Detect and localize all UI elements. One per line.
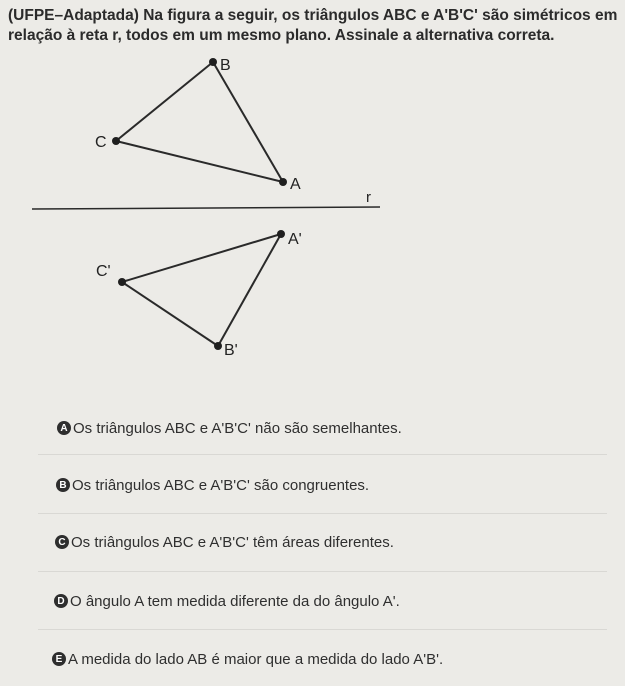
label-a: A	[290, 176, 301, 193]
option-a[interactable]	[0, 407, 625, 449]
point-a-prime	[277, 230, 285, 238]
side-bc	[116, 62, 213, 141]
point-b	[209, 58, 217, 66]
question-text: (UFPE–Adaptada) Na figura a seguir, os triângulos ABC e A'B'C' são simétricos em relação à reta r, todos em um mesmo plano. Assinale a alternativa correta.	[8, 7, 618, 44]
point-a	[279, 178, 287, 186]
option-a-badge: A	[57, 421, 71, 435]
option-c-text: Os triângulos ABC e A'B'C' têm áreas diferentes.	[71, 533, 394, 551]
option-b-text: Os triângulos ABC e A'B'C' são congruentes.	[72, 476, 370, 494]
option-c[interactable]	[0, 521, 625, 563]
point-b-prime	[214, 342, 222, 350]
label-b: B	[220, 57, 231, 74]
option-e-text: A medida do lado AB é maior que a medida do lado A'B'.	[68, 650, 444, 668]
divider	[38, 454, 607, 455]
option-c-badge: C	[55, 535, 69, 549]
divider	[38, 513, 607, 514]
divider	[38, 571, 607, 572]
option-e-badge: E	[52, 652, 66, 666]
option-d-text: O ângulo A tem medida diferente da do ângulo A'.	[70, 592, 400, 610]
point-c	[112, 137, 120, 145]
option-d-badge: D	[54, 594, 68, 608]
label-r: r	[366, 189, 371, 206]
label-c: C	[95, 134, 107, 151]
point-c-prime	[118, 278, 126, 286]
divider	[38, 629, 607, 630]
option-e[interactable]	[0, 638, 625, 680]
side-ba	[213, 62, 283, 182]
label-c-prime: C'	[96, 263, 111, 280]
triangle-abc-prime	[122, 234, 281, 346]
option-b[interactable]	[0, 464, 625, 506]
triangle-abc	[116, 62, 283, 182]
symmetry-figure	[0, 52, 625, 372]
label-b-prime: B'	[224, 342, 238, 359]
label-a-prime: A'	[288, 231, 302, 248]
option-b-badge: B	[56, 478, 70, 492]
side-c-prime-b-prime	[122, 282, 218, 346]
option-a-text: Os triângulos ABC e A'B'C' não são semelhantes.	[73, 419, 402, 437]
line-r	[32, 207, 380, 209]
option-d[interactable]	[0, 580, 625, 622]
side-ca	[116, 141, 283, 182]
